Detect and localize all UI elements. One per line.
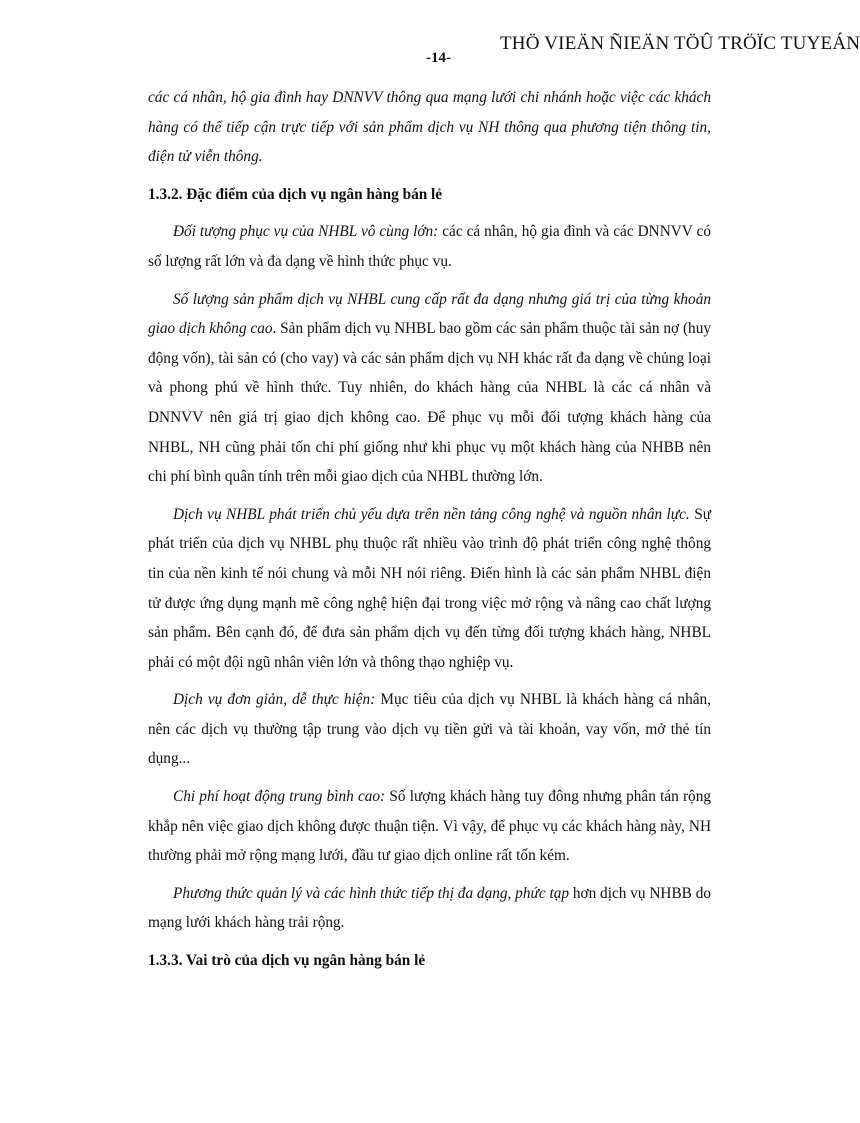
page-number: -14- (426, 50, 451, 66)
paragraph-simple-services (148, 685, 711, 774)
paragraph-lead: Đối tượng phục vụ của NHBL vô cùng lớn: (173, 223, 439, 241)
paragraph-operating-cost (148, 782, 711, 871)
paragraph-text: Số lượng khách hàng tuy đông nhưng phân tán rộng khắp nên việc giao dịch không được thuận tiện. Vì vậy, để phục vụ các khách hàng này, NH thường phải mở rộng mạng lưới, đầu tư giao dịch online rất tốn kém. (148, 788, 711, 865)
paragraph-text: Sự phát triển của dịch vụ NHBL phụ thuộc rất nhiều vào trình độ phát triển công nghệ thông tin của nền kinh tế nói chung và mỗi NH nói riêng. Điển hình là các sản phẩm NHBL điện tử được ứng dụng mạnh mẽ công nghệ hiện đại trong việc mở rộng và nâng cao chất lượng sản phẩm. Bên cạnh đó, để đưa sản phẩm dịch vụ đến từng đối tượng khách hàng, NHBL phải có một đội ngũ nhân viên lớn và thông thạo nghiệp vụ. (148, 505, 711, 671)
paragraph-lead: Chi phí hoạt động trung bình cao: (173, 788, 386, 806)
paragraph-text: Mục tiêu của dịch vụ NHBL là khách hàng cá nhân, nên các dịch vụ thường tập trung vào dịch vụ tiền gửi và tài khoản, vay vốn, mở thẻ tín dụng... (148, 691, 711, 768)
paragraph-management (148, 879, 711, 938)
library-watermark: THÖ VIEÄN ÑIEÄN TÖÛ TRÖÏC TUYEÁN (500, 33, 860, 54)
intro-paragraph: các cá nhân, hộ gia đình hay DNNVV thông qua mạng lưới chi nhánh hoặc việc các khách hàng có thể tiếp cận trực tiếp với sản phẩm dịch vụ NH thông qua phương tiện thông tin, điện tử viễn thông. (148, 89, 711, 166)
paragraph-product-variety (148, 285, 711, 492)
paragraph-lead: Số lượng sản phẩm dịch vụ NHBL cung cấp rất đa dạng nhưng giá trị của từng khoản giao dịch không cao (148, 290, 711, 338)
paragraph-technology (148, 500, 711, 678)
section-heading-1-3-2: 1.3.2. Đặc điểm của dịch vụ ngân hàng bán lẻ (148, 185, 443, 203)
paragraph-lead: Dịch vụ đơn giản, dễ thực hiện: (173, 691, 376, 709)
paragraph-text: . Sản phẩm dịch vụ NHBL bao gồm các sản phẩm thuộc tài sản nợ (huy động vốn), tài sản có (cho vay) và các sản phẩm dịch vụ NH khác rất đa dạng về chủng loại và phong phú về hình thức. Tuy nhiên, do khách hàng của NHBL là các cá nhân và DNNVV nên giá trị giao dịch không cao. Để phục vụ mỗi đối tượng khách hàng của NHBL, NH cũng phải tốn chi phí giống như khi phục vụ một khách hàng của NHBB nên chi phí bình quân tính trên mỗi giao dịch của NHBL thường lớn. (148, 320, 711, 486)
paragraph-lead: Phương thức quản lý và các hình thức tiếp thị đa dạng, phức tạp (173, 884, 569, 902)
paragraph-lead: Dịch vụ NHBL phát triển chủ yếu dựa trên nền tảng công nghệ và nguồn nhân lực. (173, 505, 690, 523)
paragraph-target-customers (148, 217, 711, 276)
document-body (148, 83, 711, 984)
paragraph-text: các cá nhân, hộ gia đình và các DNNVV có số lượng rất lớn và đa dạng về hình thức phục vụ. (148, 223, 711, 270)
paragraph-text: hơn dịch vụ NHBB do mạng lưới khách hàng trải rộng. (148, 884, 711, 932)
section-heading-1-3-3: 1.3.3. Vai trò của dịch vụ ngân hàng bán lẻ (148, 952, 426, 970)
